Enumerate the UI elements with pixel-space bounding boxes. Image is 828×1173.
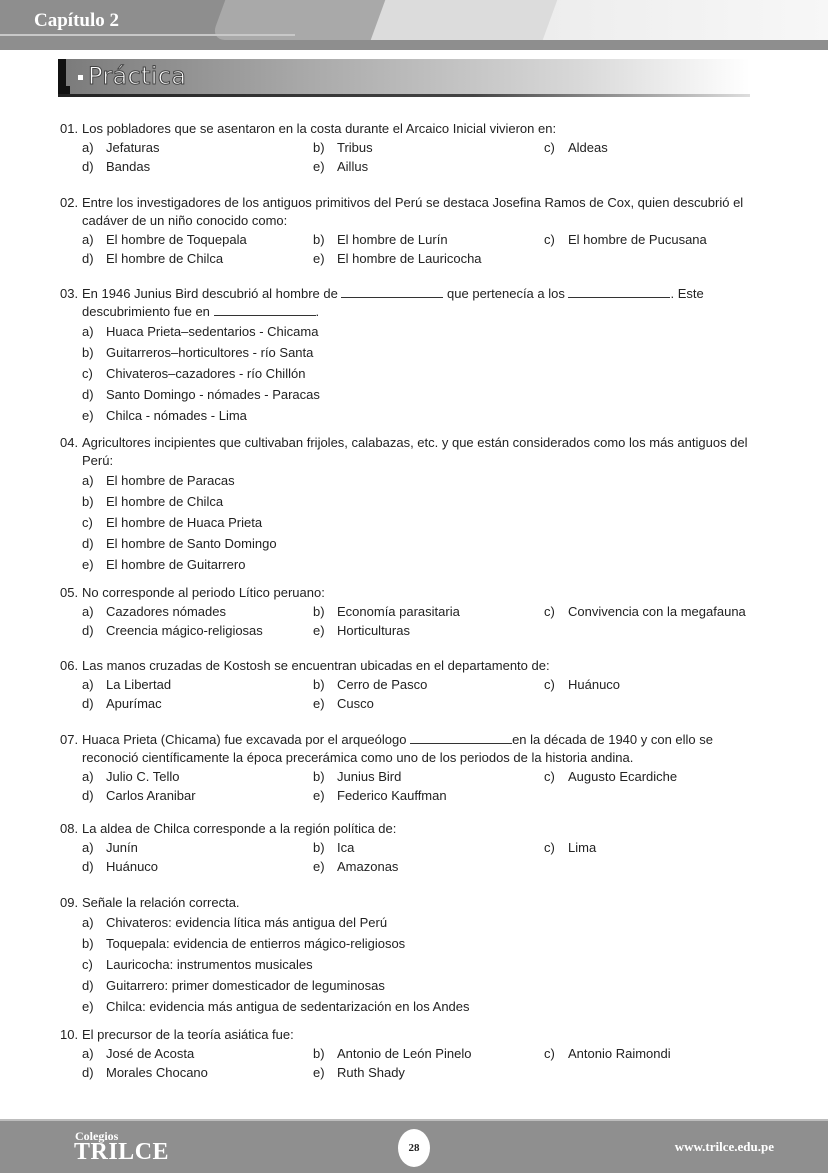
question-number: 05. — [60, 585, 79, 600]
option-text: Ica — [337, 840, 355, 855]
banner-underline — [58, 94, 750, 97]
banner-bar — [58, 59, 66, 97]
option-text: Ruth Shady — [337, 1065, 405, 1080]
options — [60, 321, 750, 426]
option-text: El hombre de Chilca — [106, 251, 224, 266]
question-stem — [60, 657, 750, 675]
option-letter: d) — [82, 387, 94, 402]
option-text: Cazadores nómades — [106, 604, 226, 619]
option-text: El hombre de Guitarrero — [106, 557, 246, 572]
option-letter: b) — [313, 1046, 325, 1061]
option-letter: e) — [313, 696, 325, 711]
answer-blank — [410, 732, 512, 744]
option-text: Huánuco — [106, 859, 159, 874]
option-letter: e) — [313, 159, 325, 174]
question — [60, 194, 750, 268]
options — [60, 767, 750, 805]
option-letter: c) — [544, 604, 555, 619]
options — [60, 675, 750, 713]
option-text: Chivateros–cazadores - río Chillón — [106, 366, 306, 381]
stem-text: Entre los investigadores de los antiguos primitivos del Perú se destaca Josefina Ramos de Cox, quien descubrió el cadáver de un niño conocido como: — [82, 195, 744, 228]
options — [60, 1044, 750, 1082]
question-stem — [60, 731, 750, 767]
option-letter: e) — [82, 408, 94, 423]
option-text: Aldeas — [568, 140, 608, 155]
stem-text: . Este descubrimiento fue en — [82, 286, 704, 319]
option-text: Toquepala: evidencia de entierros mágico-religiosos — [106, 936, 406, 951]
question-number: 06. — [60, 658, 79, 673]
options — [60, 602, 750, 640]
stem-text: El precursor de la teoría asiática fue: — [82, 1027, 294, 1042]
option-text: Guitarrero: primer domesticador de leguminosas — [106, 978, 385, 993]
option-letter: c) — [544, 677, 555, 692]
option-text: Horticulturas — [337, 623, 410, 638]
brand-label: Colegios — [75, 1129, 119, 1143]
option-letter: d) — [82, 788, 94, 803]
question — [60, 434, 750, 575]
brand-logo: TRILCE — [74, 1139, 170, 1165]
option-letter: b) — [82, 345, 94, 360]
stem-text: Agricultores incipientes que cultivaban frijoles, calabazas, etc. y que están considerados como los más antiguos del Perú: — [82, 435, 748, 468]
section-banner — [58, 59, 750, 97]
stem-text: Los pobladores que se asentaron en la costa durante el Arcaico Inicial vivieron en: — [82, 121, 557, 136]
option-text: Julio C. Tello — [106, 769, 180, 784]
option-letter: a) — [82, 473, 94, 488]
stem-text: Señale la relación correcta. — [82, 895, 240, 910]
option-letter: e) — [313, 1065, 325, 1080]
option-text: Chilca: evidencia más antigua de sedentarización en los Andes — [106, 999, 470, 1014]
option-text: Cerro de Pasco — [337, 677, 428, 692]
options — [60, 230, 750, 268]
question-stem — [60, 1026, 750, 1044]
option-letter: d) — [82, 859, 94, 874]
option-letter: a) — [82, 324, 94, 339]
option-text: El hombre de Santo Domingo — [106, 536, 277, 551]
option-letter: c) — [82, 957, 93, 972]
option-letter: b) — [313, 840, 325, 855]
option-text: Guitarreros–horticultores - río Santa — [106, 345, 314, 360]
option-text: Huaca Prieta–sedentarios - Chicama — [106, 324, 319, 339]
option-text: Huánuco — [568, 677, 621, 692]
option-letter: d) — [82, 251, 94, 266]
section-title: Práctica — [88, 62, 187, 90]
option-letter: e) — [82, 999, 94, 1014]
option-text: Creencia mágico-religiosas — [106, 623, 263, 638]
question-number: 03. — [60, 286, 79, 301]
option-letter: d) — [82, 978, 94, 993]
page-number: 28 — [398, 1129, 430, 1167]
question-number: 07. — [60, 732, 79, 747]
option-text: El hombre de Huaca Prieta — [106, 515, 263, 530]
option-text: Junius Bird — [337, 769, 402, 784]
option-text: Chilca - nómades - Lima — [106, 408, 247, 423]
stem-text: No corresponde al periodo Lítico peruano: — [82, 585, 325, 600]
option-letter: b) — [313, 140, 325, 155]
option-letter: c) — [544, 840, 555, 855]
option-letter: b) — [82, 494, 94, 509]
option-text: El hombre de Pucusana — [568, 232, 707, 247]
option-letter: a) — [82, 915, 94, 930]
question — [60, 1026, 750, 1082]
option-text: Santo Domingo - nómades - Paracas — [106, 387, 320, 402]
option-letter: a) — [82, 232, 94, 247]
option-letter: c) — [544, 1046, 555, 1061]
stem-text: La aldea de Chilca corresponde a la región política de: — [82, 821, 397, 836]
option-text: El hombre de Toquepala — [106, 232, 247, 247]
option-letter: c) — [544, 140, 555, 155]
question — [60, 820, 750, 876]
banner-bullet — [78, 75, 83, 80]
options — [60, 912, 750, 1017]
stem-text: Huaca Prieta (Chicama) fue excavada por el arqueólogo — [82, 732, 411, 747]
option-letter: d) — [82, 159, 94, 174]
question-stem — [60, 584, 750, 602]
option-letter: a) — [82, 677, 94, 692]
page-footer — [0, 1119, 828, 1173]
option-text: Chivateros: evidencia lítica más antigua del Perú — [106, 915, 388, 930]
option-text: Amazonas — [337, 859, 399, 874]
option-letter: c) — [544, 232, 555, 247]
option-letter: d) — [82, 536, 94, 551]
option-text: El hombre de Paracas — [106, 473, 235, 488]
answer-blank — [341, 286, 443, 298]
option-letter: e) — [313, 623, 325, 638]
option-letter: a) — [82, 769, 94, 784]
question-stem — [60, 894, 750, 912]
page-header — [0, 0, 828, 50]
stem-text: En 1946 Junius Bird descubrió al hombre de — [82, 286, 342, 301]
option-letter: e) — [313, 251, 325, 266]
option-letter: b) — [313, 604, 325, 619]
option-text: Federico Kauffman — [337, 788, 447, 803]
option-text: Convivencia con la megafauna — [568, 604, 746, 619]
stem-text: . — [315, 304, 320, 319]
option-letter: d) — [82, 1065, 94, 1080]
question — [60, 657, 750, 713]
option-text: Bandas — [106, 159, 151, 174]
option-text: Tribus — [337, 140, 373, 155]
option-text: El hombre de Lauricocha — [337, 251, 482, 266]
answer-blank — [214, 304, 316, 316]
options — [60, 138, 750, 176]
options — [60, 838, 750, 876]
option-letter: e) — [313, 859, 325, 874]
option-text: Lima — [568, 840, 597, 855]
option-text: Lauricocha: instrumentos musicales — [106, 957, 313, 972]
question — [60, 285, 750, 426]
option-letter: b) — [313, 769, 325, 784]
question — [60, 731, 750, 805]
option-letter: a) — [82, 140, 94, 155]
option-text: Cusco — [337, 696, 374, 711]
chapter-title: Capítulo 2 — [34, 10, 119, 31]
option-letter: a) — [82, 604, 94, 619]
option-letter: c) — [82, 515, 93, 530]
question-stem — [60, 194, 750, 230]
option-letter: c) — [82, 366, 93, 381]
question-stem — [60, 434, 750, 470]
option-text: Morales Chocano — [106, 1065, 208, 1080]
option-text: El hombre de Lurín — [337, 232, 448, 247]
option-text: La Libertad — [106, 677, 172, 692]
option-letter: e) — [82, 557, 94, 572]
question-number: 09. — [60, 895, 79, 910]
option-text: El hombre de Chilca — [106, 494, 224, 509]
option-text: Aillus — [337, 159, 369, 174]
option-text: Antonio Raimondi — [568, 1046, 671, 1061]
option-text: José de Acosta — [106, 1046, 195, 1061]
option-text: Economía parasitaria — [337, 604, 460, 619]
answer-blank — [568, 286, 670, 298]
stem-text: que pertenecía a los — [443, 286, 569, 301]
question-number: 02. — [60, 195, 79, 210]
option-letter: e) — [313, 788, 325, 803]
option-letter: c) — [544, 769, 555, 784]
question-number: 10. — [60, 1027, 79, 1042]
option-letter: b) — [313, 677, 325, 692]
option-letter: a) — [82, 1046, 94, 1061]
question-number: 08. — [60, 821, 79, 836]
option-letter: a) — [82, 840, 94, 855]
option-text: Apurímac — [106, 696, 162, 711]
option-text: Antonio de León Pinelo — [337, 1046, 472, 1061]
header-underline — [0, 34, 295, 36]
question-stem — [60, 820, 750, 838]
question-number: 04. — [60, 435, 79, 450]
stem-text: en la década de 1940 y con ello se reconoció científicamente la época precerámica como uno de los periodos de la historia andina. — [82, 732, 714, 765]
footer-url: www.trilce.edu.pe — [674, 1139, 774, 1154]
option-text: Carlos Aranibar — [106, 788, 196, 803]
stem-text: Las manos cruzadas de Kostosh se encuentran ubicadas en el departamento de: — [82, 658, 550, 673]
option-letter: b) — [313, 232, 325, 247]
question — [60, 894, 750, 1017]
options — [60, 470, 750, 575]
question — [60, 584, 750, 640]
option-text: Junín — [106, 840, 138, 855]
question-stem — [60, 120, 750, 138]
question-number: 01. — [60, 121, 79, 136]
option-letter: b) — [82, 936, 94, 951]
question — [60, 120, 750, 176]
option-text: Augusto Ecardiche — [568, 769, 678, 784]
option-text: Jefaturas — [106, 140, 160, 155]
option-letter: d) — [82, 696, 94, 711]
option-letter: d) — [82, 623, 94, 638]
question-stem — [60, 285, 750, 321]
